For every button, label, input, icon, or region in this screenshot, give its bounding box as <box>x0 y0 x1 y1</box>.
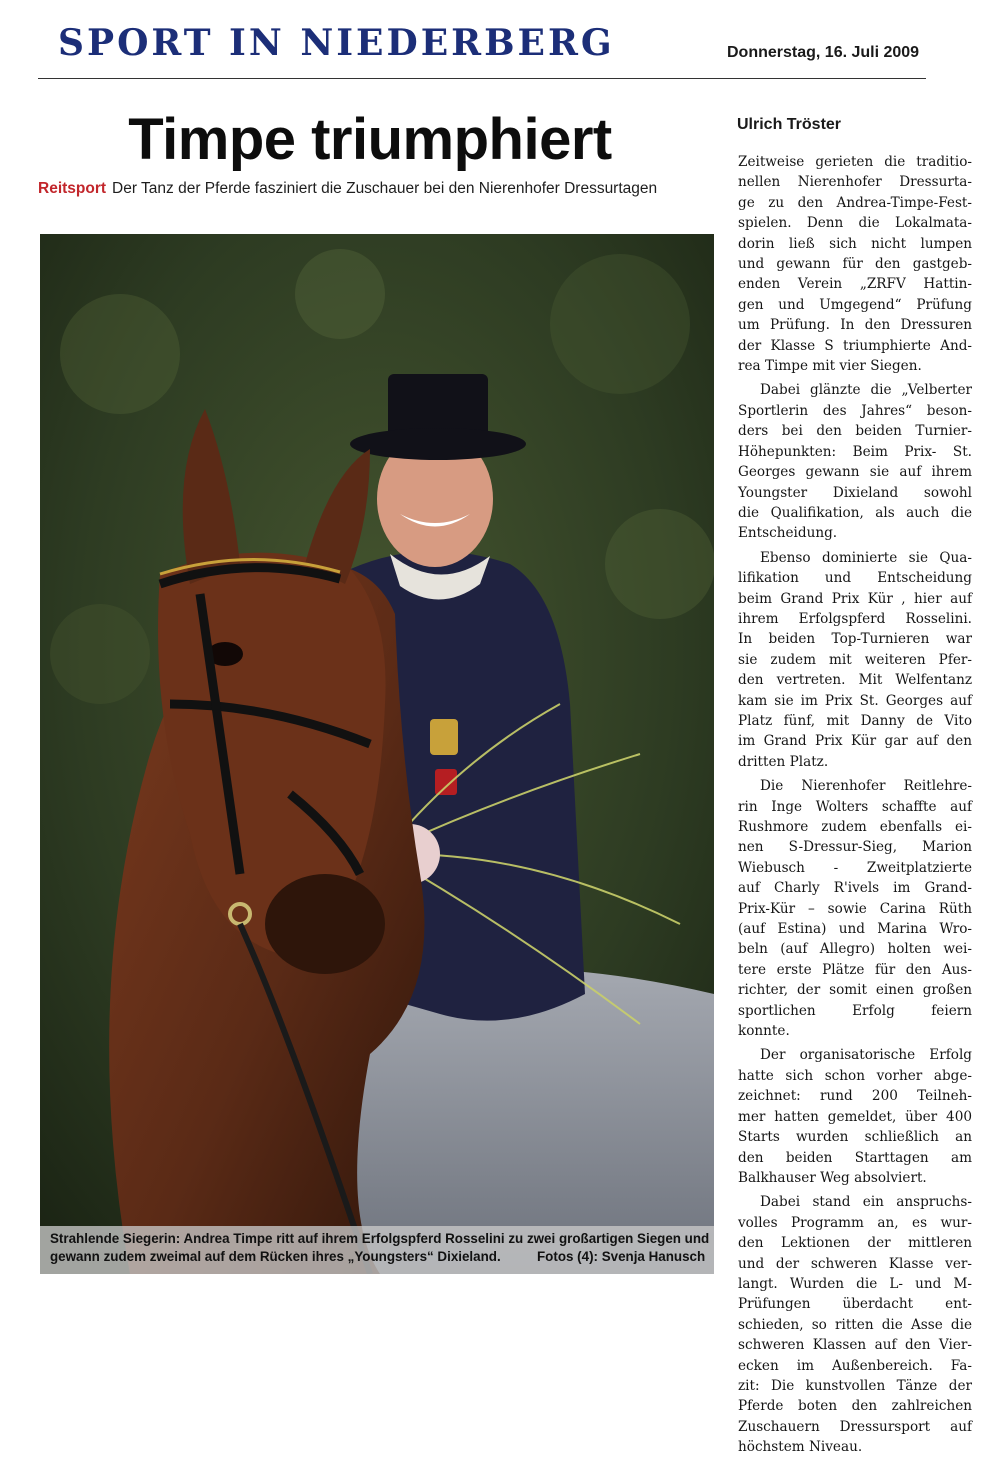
article-line: die Qualifikation, als auch die <box>738 504 972 521</box>
article-line: Starts wurden schließlich an <box>738 1129 972 1146</box>
subheadline-text: Der Tanz der Pferde fasziniert die Zuschauer bei den Nierenhofer Dressurtagen <box>112 180 658 197</box>
article-paragraph <box>738 152 972 376</box>
horse-muzzle <box>265 874 385 974</box>
article-line: zeichnet: rund 200 Teilneh- <box>738 1088 972 1105</box>
article-line: volles Programm an, es wur- <box>738 1214 972 1231</box>
article-line: schieden, so ritten die Asse die <box>738 1316 972 1333</box>
article-line: richter, der somit einen großen <box>738 982 972 999</box>
article-line: und gewann für den gastgeb- <box>738 256 972 273</box>
article-paragraph <box>738 380 972 543</box>
article-line: zit: Die kunstvollen Tänze der <box>738 1377 972 1394</box>
article-line: der Klasse S triumphierte And- <box>738 337 972 354</box>
article-line: kam sie im Prix St. Georges auf <box>738 692 972 709</box>
article-line: beim Grand Prix Kür , hier auf <box>738 590 972 607</box>
article-line: Georges gewann sie auf ihrem <box>738 464 972 481</box>
article-line: nellen Nierenhofer Dressurta- <box>738 174 972 191</box>
article-line: sie zudem mit weiteren Pfer- <box>738 651 972 668</box>
article-paragraph <box>738 1045 972 1188</box>
article-body <box>738 152 972 1462</box>
article-paragraph <box>738 776 972 1041</box>
article-line: Höhepunkten: Beim Prix- St. <box>738 443 972 460</box>
article-line: In beiden Top-Turnieren war <box>738 631 972 648</box>
article-line: Platz fünf, mit Danny de Vito <box>738 712 972 729</box>
caption-line-1: Strahlende Siegerin: Andrea Timpe ritt auf ihrem Erfolgspferd Rosselini zu zwei großartigen Siegen und <box>50 1231 710 1246</box>
article-line: Der organisatorische Erfolg <box>760 1047 972 1064</box>
article-line: nen S-Dressur-Sieg, Marion <box>738 839 972 856</box>
article-line: Zeitweise gerieten die traditio- <box>738 154 972 170</box>
article-line: beln (auf Allegro) holten wei- <box>738 941 972 958</box>
photo-illustration <box>40 234 714 1274</box>
article-line: Ebenso dominierte sie Qua- <box>760 549 972 566</box>
top-hat-brim <box>350 428 526 460</box>
article-author: Ulrich Tröster <box>737 116 842 133</box>
article-line: Wiebusch - Zweitplatzierte <box>738 859 972 876</box>
article-line: Dabei stand ein anspruchs- <box>760 1194 972 1211</box>
article-line: auf Charly R'ivels im Grand- <box>738 880 972 897</box>
article-line: höchstem Niveau. <box>738 1439 863 1456</box>
publication-date: Donnerstag, 16. Juli 2009 <box>727 44 920 61</box>
article-line: Pferde boten den zahlreichen <box>738 1398 972 1415</box>
article-line: den Lektionen der mittleren <box>738 1235 972 1252</box>
article-line: Entscheidung. <box>738 525 838 542</box>
article-line: dritten Platz. <box>738 753 829 770</box>
article-line: den vertreten. Mit Welfentanz <box>738 672 972 689</box>
article-line: schweren Klassen auf den Vier- <box>738 1337 972 1354</box>
article-line: Rushmore zudem ebenfalls ei- <box>738 819 972 835</box>
article-line: spielen. Denn die Lokalmata- <box>738 215 972 232</box>
article-line: Youngster Dixieland sowohl <box>738 484 972 501</box>
article-paragraph <box>738 1192 972 1457</box>
article-subheadline <box>38 180 718 198</box>
article-line: rea Timpe mit vier Siegen. <box>738 358 922 375</box>
article-line: rin Inge Wolters schaffte auf <box>738 798 972 815</box>
masthead-divider <box>38 78 926 79</box>
photo-credit: Fotos (4): Svenja Hanusch <box>537 1249 706 1264</box>
article-line: lifikation und Entscheidung <box>738 570 972 587</box>
article-line: ecken im Außenbereich. Fa- <box>738 1357 972 1374</box>
article-line: hatte sich schon vorher abge- <box>738 1067 972 1084</box>
article-line: dorin ließ sich nicht lumpen <box>738 235 972 252</box>
article-line: enden Verein „ZRFV Hattin- <box>738 276 972 293</box>
article-line: im Grand Prix Kür gar auf den <box>738 733 972 750</box>
article-line: konnte. <box>738 1023 790 1040</box>
article-line: den beiden Starttagen am <box>738 1149 972 1166</box>
article-line: Balkhauser Weg absolviert. <box>738 1169 927 1186</box>
article-line: (auf Estina) und Marina Wro- <box>738 921 972 938</box>
article-line: Sportlerin des Jahres“ beson- <box>738 402 972 419</box>
caption-line-2: gewann zudem zweimal auf dem Rücken ihres „Youngsters“ Dixieland. <box>50 1249 501 1264</box>
article-line: sportlichen Erfolg feiern <box>738 1002 972 1019</box>
article-line: Zuschauern Dressursport auf <box>738 1418 972 1435</box>
article-line: um Prüfung. In den Dressuren <box>738 317 972 334</box>
article-line: ders bei den beiden Turnier- <box>738 423 972 440</box>
flag-badge-icon <box>435 769 457 795</box>
horse-and-rider-photo <box>40 234 714 1274</box>
article-line: Die Nierenhofer Reitlehre- <box>760 778 972 795</box>
section-kicker: Reitsport <box>38 180 107 197</box>
article-line: ge zu den Andrea-Timpe-Fest- <box>738 194 972 211</box>
article-line: gen und Umgegend“ Prüfung <box>738 296 972 313</box>
article-paragraph <box>738 548 972 772</box>
article-headline: Timpe triumphiert <box>128 107 612 172</box>
article-line: tere erste Plätze für den Aus- <box>738 961 972 978</box>
article-line: mer hatten gemeldet, über 400 <box>738 1108 972 1125</box>
article-line: Dabei glänzte die „Velberter <box>760 382 972 399</box>
article-line: langt. Wurden die L- und M- <box>738 1275 972 1292</box>
article-line: Prüfungen überdacht ent- <box>738 1296 972 1313</box>
article-line: Prix-Kür – sowie Carina Rüth <box>738 900 972 917</box>
article-line: ihrem Erfolgspferd Rosselini. <box>738 610 972 627</box>
newspaper-section-masthead: SPORT IN NIEDERBERG <box>58 22 615 64</box>
article-line: und der schweren Klasse ver- <box>738 1255 972 1272</box>
eagle-badge-icon <box>430 719 458 755</box>
